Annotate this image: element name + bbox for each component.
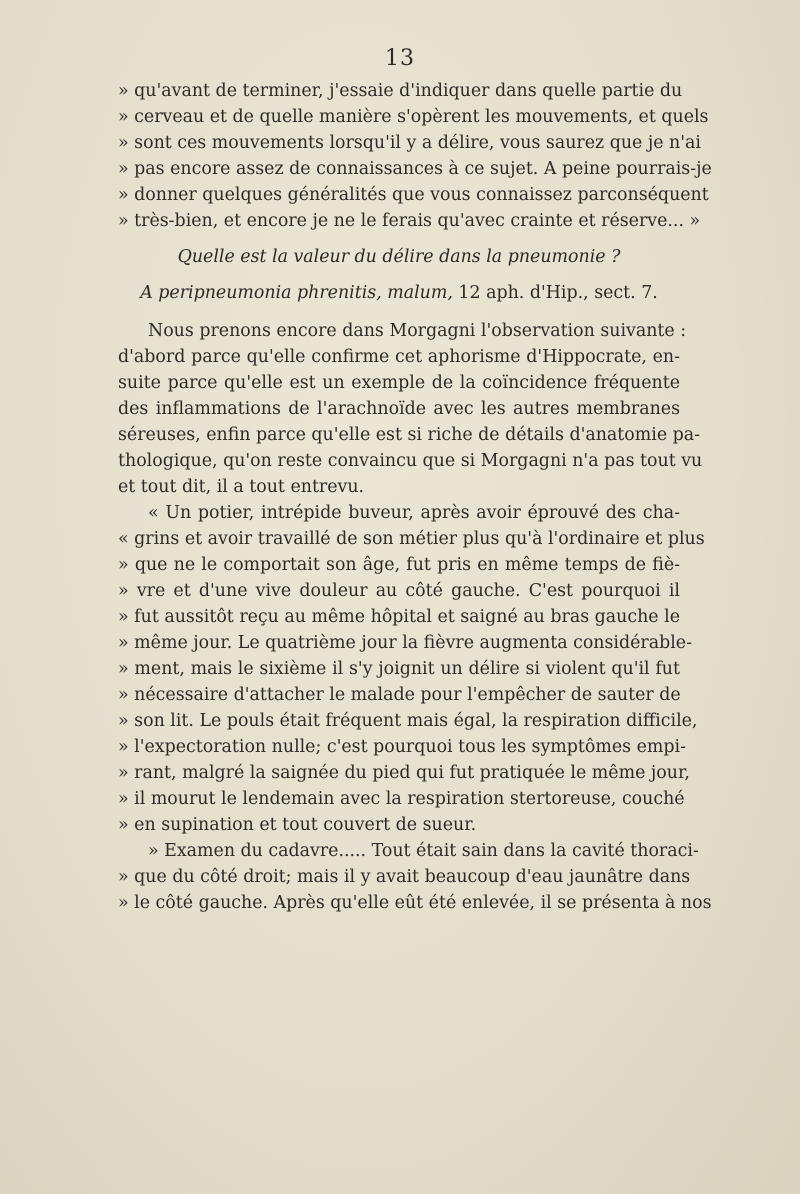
text-line: » Examen du cadavre..... Tout était sain dans la cavité thoraci- [148,841,699,861]
text-line: d'abord parce qu'elle confirme cet aphorisme d'Hippocrate, en- [118,347,680,367]
text-line: » cerveau et de quelle manière s'opèrent les mouvements, et quels [118,107,709,127]
text-line: » rant, malgré la saignée du pied qui fut pratiquée le même jour, [118,763,690,783]
text-line: » sont ces mouvements lorsqu'il y a délire, vous saurez que je n'ai [118,133,701,153]
aphorism-line [118,280,680,306]
aphorism-italic: A peripneumonia phrenitis, malum, [140,283,453,303]
text-line: » pas encore assez de connaissances à ce sujet. A peine pourrais-je [118,159,712,179]
text-line: des inflammations de l'arachnoïde avec les autres membranes [118,399,680,419]
text-line: » que du côté droit; mais il y avait beaucoup d'eau jaunâtre dans [118,867,691,887]
text-line: Nous prenons encore dans Morgagni l'observation suivante : [148,321,687,341]
text-line: » fut aussitôt reçu au même hôpital et saigné au bras gauche le [118,607,680,627]
text-line: » en supination et tout couvert de sueur. [118,815,477,835]
text-line: suite parce qu'elle est un exemple de la coïncidence fréquente [118,373,680,393]
paragraph-case [118,500,705,838]
text-line: thologique, qu'on reste convaincu que si Morgagni n'a pas tout vu [118,451,703,471]
text-line: séreuses, enfin parce qu'elle est si riche de détails d'anatomie pa- [118,425,701,445]
text-line: » ment, mais le sixième il s'y joignit un délire si violent qu'il fut [118,659,680,679]
paragraph-autopsy [118,838,712,916]
text-line: et tout dit, il a tout entrevu. [118,477,365,497]
text-line: » le côté gauche. Après qu'elle eût été enlevée, il se présenta à nos [118,893,712,913]
text-line: » nécessaire d'attacher le malade pour l'empêcher de sauter de [118,685,681,705]
text-line: » son lit. Le pouls était fréquent mais égal, la respiration difficile, [118,711,698,731]
body-text [118,78,712,916]
text-line: » l'expectoration nulle; c'est pourquoi tous les symptômes empi- [118,737,686,757]
text-line: » que ne le comportait son âge, fut pris en même temps de fiè- [118,555,680,575]
quoted-block [118,78,712,234]
text-line: » vre et d'une vive douleur au côté gauche. C'est pourquoi il [118,581,680,601]
aphorism-reference: 12 aph. d'Hip., sect. 7. [452,283,658,303]
section-heading: Quelle est la valeur du délire dans la pneumonie ? [177,247,621,267]
paragraph-observation [118,318,703,500]
text-line: « Un potier, intrépide buveur, après avoir éprouvé des cha- [148,503,680,523]
text-line: » même jour. Le quatrième jour la fièvre augmenta considérable- [118,633,692,653]
text-line: « grins et avoir travaillé de son métier plus qu'à l'ordinaire et plus [118,529,705,549]
text-line: » très-bien, et encore je ne le ferais qu'avec crainte et réserve... » [118,211,701,231]
page-number: 13 [385,46,415,71]
text-line: » qu'avant de terminer, j'essaie d'indiquer dans quelle partie du [118,81,683,101]
text-line: » donner quelques généralités que vous connaissez parconséquent [118,185,709,205]
text-line: » il mourut le lendemain avec la respiration stertoreuse, couché [118,789,685,809]
